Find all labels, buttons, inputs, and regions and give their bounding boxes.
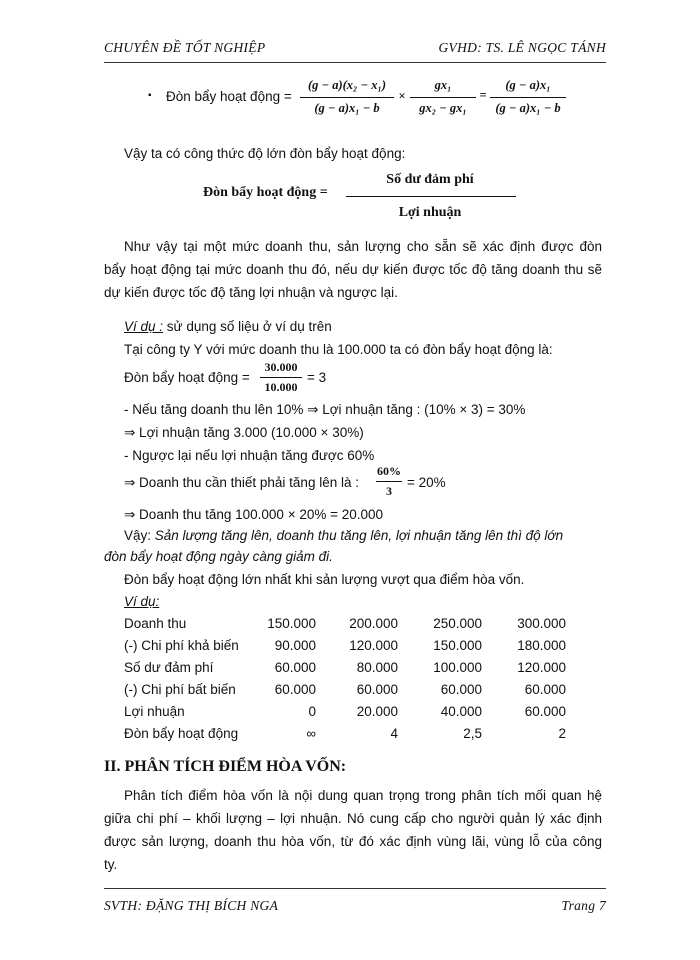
dol-denominator: 10.000 <box>264 380 298 394</box>
derivation-f1-den: (g − a)x₁ − b <box>314 101 380 115</box>
table-row <box>124 724 570 746</box>
example1-line10: Đòn bẩy hoạt động lớn nhất khi sản lượng vượt qua điểm hòa vốn. <box>124 572 525 587</box>
derivation-f2-bar <box>410 97 476 98</box>
formula-denominator: Lợi nhuận <box>398 205 462 220</box>
cell: 60.000 <box>524 682 566 697</box>
example1-line1: Tại công ty Y với mức doanh thu là 100.000 ta có đòn bẩy hoạt động là: <box>124 342 553 357</box>
cell: 4 <box>390 726 398 741</box>
dol-label: Đòn bẩy hoạt động = <box>124 370 250 385</box>
dol-bar <box>260 377 302 378</box>
cell: 60.000 <box>274 682 316 697</box>
example1-line4: ⇒ Lợi nhuận tăng 3.000 (10.000 × 30%) <box>124 425 364 440</box>
example1-label: Ví dụ : <box>124 319 164 334</box>
breakeven-table <box>124 614 570 746</box>
cell: 60.000 <box>440 682 482 697</box>
cell: 300.000 <box>517 616 566 631</box>
dol-result: = 3 <box>307 370 327 385</box>
line6-result: = 20% <box>407 475 446 490</box>
dol-numerator: 30.000 <box>264 360 298 374</box>
cell: 250.000 <box>433 616 482 631</box>
derivation-f2-num: gx₁ <box>434 78 452 92</box>
section-line: được sản lượng, doanh thu hòa vốn, từ đó xác định vùng lãi, vùng lỗ của công <box>104 834 602 849</box>
section-line: ty. <box>104 857 118 872</box>
derivation-f3-num: (g − a)x₁ <box>505 78 551 92</box>
cell: 0 <box>308 704 316 719</box>
table-row <box>124 636 570 658</box>
cell: 200.000 <box>349 616 398 631</box>
paragraph-1-line: bẩy hoạt động tại mức doanh thu đó, nếu dự kiến được tốc độ tăng doanh thu sẽ <box>104 262 602 277</box>
example1-line6: ⇒ Doanh thu cần thiết phải tăng lên là : <box>124 475 359 490</box>
header-rule <box>104 62 606 63</box>
cell: 90.000 <box>274 638 316 653</box>
example1-intro <box>124 317 332 337</box>
page-number: Trang 7 <box>561 898 606 913</box>
table-row <box>124 680 570 702</box>
conclusion-line1 <box>124 526 602 546</box>
row-label: (-) Chi phí bất biến <box>124 682 236 697</box>
formula-bar <box>346 196 516 197</box>
cell: ∞ <box>306 726 316 741</box>
example2-label: Ví dụ: <box>124 594 160 609</box>
row-label: Đòn bẩy hoạt động <box>124 726 239 741</box>
cell: 2 <box>558 726 566 741</box>
section-paragraph <box>104 784 602 876</box>
derivation-f1-num: (g − a)(x₂ − x₁) <box>307 78 386 92</box>
footer-left: SVTH: ĐẶNG THỊ BÍCH NGA <box>104 898 279 913</box>
formula-intro: Vậy ta có công thức độ lớn đòn bẩy hoạt động: <box>124 146 406 161</box>
example1-line3: - Nếu tăng doanh thu lên 10% ⇒ Lợi nhuận tăng : (10% × 3) = 30% <box>124 402 526 417</box>
cell: 150.000 <box>267 616 316 631</box>
section-line: Phân tích điểm hòa vốn là nội dung quan trọng trong phân tích mối quan hệ <box>124 788 602 803</box>
section-title: II. PHÂN TÍCH ĐIỂM HÒA VỐN: <box>104 758 347 775</box>
equals-sign: = <box>479 88 487 102</box>
row-label: (-) Chi phí khả biến <box>124 638 239 653</box>
derivation-f2-den: gx₂ − gx₁ <box>419 101 467 115</box>
line6-bar <box>376 481 402 482</box>
line6-numerator: 60% <box>377 464 401 478</box>
cell: 40.000 <box>440 704 482 719</box>
cell: 60.000 <box>274 660 316 675</box>
row-label: Số dư đảm phí <box>124 660 214 675</box>
line6-denominator: 3 <box>386 484 392 498</box>
conclusion-line2: đòn bẩy hoạt động ngày càng giảm đi. <box>104 549 333 564</box>
example1-line7: ⇒ Doanh thu tăng 100.000 × 20% = 20.000 <box>124 507 384 522</box>
cell: 80.000 <box>356 660 398 675</box>
derivation-f3-den: (g − a)x₁ − b <box>495 101 561 115</box>
header-right: GVHD: TS. LÊ NGỌC TÁNH <box>438 40 606 55</box>
table-row <box>124 658 570 680</box>
cell: 120.000 <box>517 660 566 675</box>
cell: 60.000 <box>524 704 566 719</box>
formula-numerator: Số dư đảm phí <box>386 172 474 187</box>
cell: 2,5 <box>463 726 482 741</box>
example1-line5: - Ngược lại nếu lợi nhuận tăng được 60% <box>124 448 375 463</box>
table-row <box>124 614 570 636</box>
derivation-label: Đòn bẩy hoạt động = <box>166 89 292 104</box>
cell: 120.000 <box>349 638 398 653</box>
section-line: giữa chi phí – khối lượng – lợi nhuận. Nó cung cấp cho người quản lý xác định <box>104 811 602 826</box>
times-sign: × <box>398 89 406 103</box>
derivation-f3-bar <box>490 97 566 98</box>
conclusion-label: Vậy: <box>124 528 152 543</box>
example1-label-rest: sử dụng số liệu ở ví dụ trên <box>163 319 332 334</box>
footer-rule <box>104 888 606 889</box>
cell: 150.000 <box>433 638 482 653</box>
paragraph-1-line: dự kiến được tốc độ tăng lợi nhuận và ngược lại. <box>104 285 398 300</box>
derivation-f1-bar <box>300 97 394 98</box>
bullet: ▪ <box>148 90 152 101</box>
cell: 180.000 <box>517 638 566 653</box>
header-left: CHUYÊN ĐỀ TỐT NGHIỆP <box>104 40 266 55</box>
table-row <box>124 702 570 724</box>
row-label: Doanh thu <box>124 616 187 631</box>
formula-label: Đòn bẩy hoạt động = <box>203 185 328 200</box>
paragraph-1 <box>104 235 602 304</box>
cell: 60.000 <box>356 682 398 697</box>
cell: 20.000 <box>356 704 398 719</box>
conclusion-text: Sản lượng tăng lên, doanh thu tăng lên, lợi nhuận tăng lên thì độ lớn <box>151 528 564 543</box>
paragraph-1-line: Như vậy tại một mức doanh thu, sản lượng cho sẵn sẽ xác định được đòn <box>124 239 602 254</box>
row-label: Lợi nhuận <box>124 704 185 719</box>
cell: 100.000 <box>433 660 482 675</box>
